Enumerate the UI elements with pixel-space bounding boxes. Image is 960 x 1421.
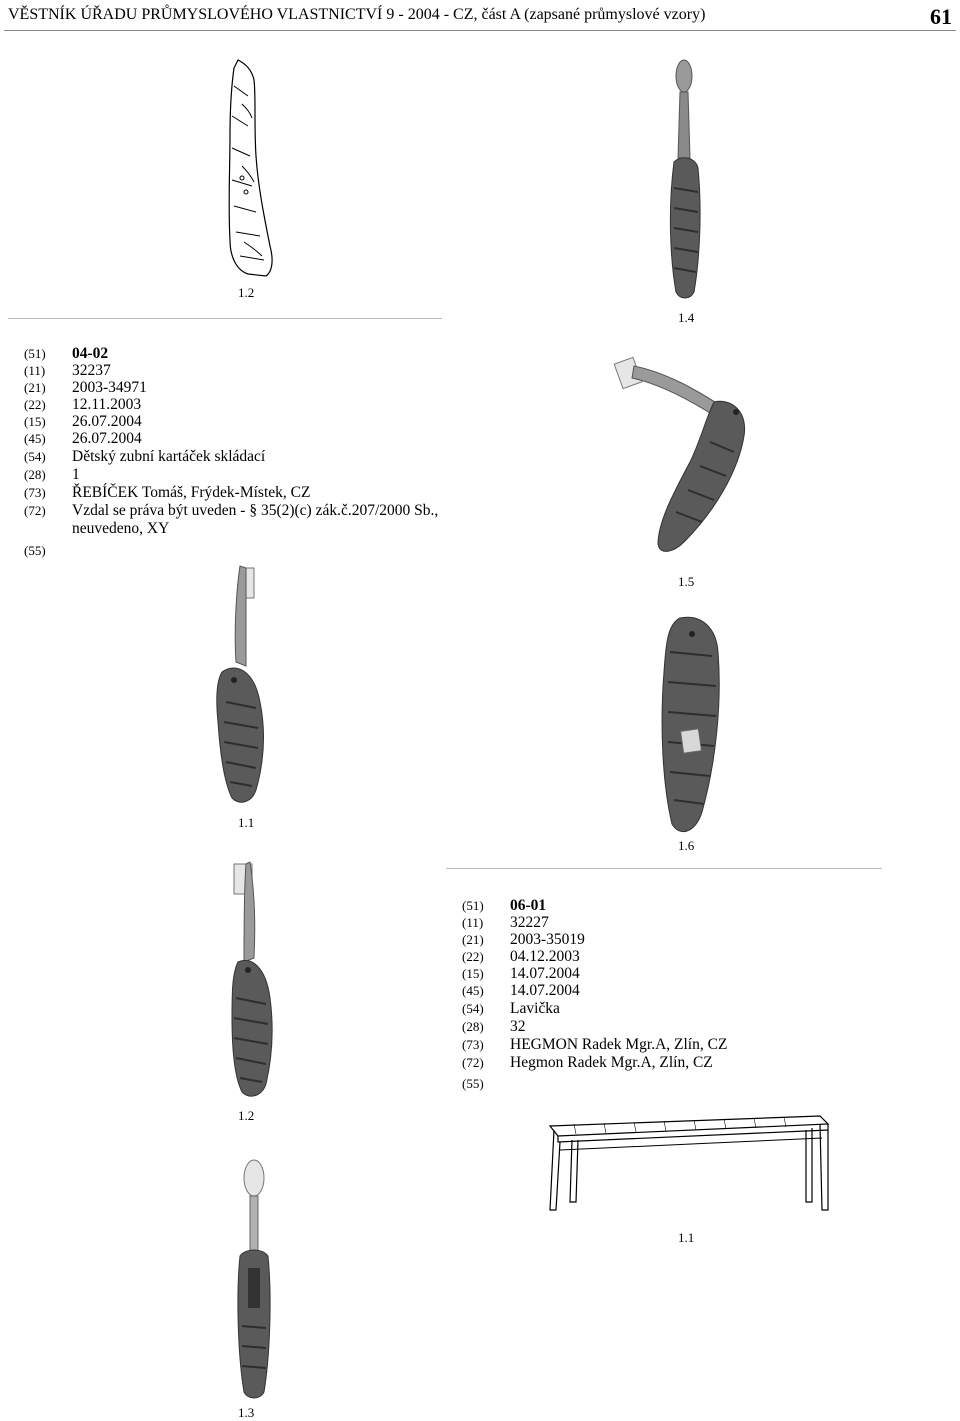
toothbrush-line-drawing bbox=[224, 56, 280, 278]
journal-title: VĚSTNÍK ÚŘADU PRŮMYSLOVÉHO VLASTNICTVÍ 9 - 2004 - CZ, část A (zapsané průmyslové vzory) bbox=[8, 6, 706, 23]
design-title: Lavička bbox=[510, 1000, 560, 1017]
figure-caption: 1.2 bbox=[238, 285, 255, 300]
figure-caption: 1.1 bbox=[238, 815, 255, 830]
design-title: Dětský zubní kartáček skládací bbox=[72, 448, 266, 465]
record-1-fields: (51) 04-02 (11) 32237 (21) 2003-34971 (22) 12.11.2003 (15) 26.07.2004 (45) 26.07.2004 (54) Dětský zubní kartáček skládací (28) 1 (73) ŘEBÍČEK Tomáš, Frýdek-Místek, CZ (72) Vzdal se práva být uveden - § 35(2)(c) zák.č.207/2000 Sb., neuvedeno, XY (55) bbox=[24, 345, 439, 558]
filing-date: 04.12.2003 bbox=[510, 948, 580, 965]
figure-caption: 1.3 bbox=[238, 1405, 255, 1420]
application-number: 2003-35019 bbox=[510, 931, 585, 948]
publication-date: 14.07.2004 bbox=[510, 982, 580, 999]
registration-date: 14.07.2004 bbox=[510, 965, 580, 982]
figure-caption: 1.4 bbox=[678, 310, 695, 325]
section-rule bbox=[8, 318, 442, 319]
page-number: 61 bbox=[930, 4, 952, 29]
section-rule bbox=[446, 868, 882, 869]
filing-date: 12.11.2003 bbox=[72, 396, 142, 413]
toothbrush-photo-angled bbox=[614, 352, 754, 564]
header-rule bbox=[4, 30, 956, 31]
record-2-fields: (51) 06-01 (11) 32227 (21) 2003-35019 (22) 04.12.2003 (15) 14.07.2004 (45) 14.07.2004 (54) Lavička (28) 32 (73) HEGMON Radek Mgr.A, Zlín, CZ (72) Hegmon Radek Mgr.A, Zlín, CZ (55) bbox=[462, 897, 728, 1091]
designer: Hegmon Radek Mgr.A, Zlín, CZ bbox=[510, 1054, 713, 1071]
owner: HEGMON Radek Mgr.A, Zlín, CZ bbox=[510, 1036, 728, 1053]
design-count: 32 bbox=[510, 1018, 526, 1035]
figure-caption: 1.5 bbox=[678, 574, 695, 589]
figure-caption: 1.6 bbox=[678, 838, 695, 853]
toothbrush-photo-open bbox=[206, 562, 276, 812]
toothbrush-photo-closed bbox=[640, 612, 740, 842]
designer: Vzdal se práva být uveden - § 35(2)(c) zák.č.207/2000 Sb., bbox=[72, 502, 439, 519]
registration-number: 32227 bbox=[510, 914, 549, 931]
publication-date: 26.07.2004 bbox=[72, 430, 142, 447]
toothbrush-photo-side bbox=[652, 58, 716, 302]
toothbrush-photo-front bbox=[224, 1156, 284, 1404]
classification: 04-02 bbox=[72, 345, 109, 362]
application-number: 2003-34971 bbox=[72, 379, 147, 396]
registration-date: 26.07.2004 bbox=[72, 413, 142, 430]
owner: ŘEBÍČEK Tomáš, Frýdek-Místek, CZ bbox=[72, 484, 311, 501]
figure-caption: 1.1 bbox=[678, 1230, 695, 1245]
toothbrush-photo-half-open bbox=[214, 858, 284, 1104]
bench-line-drawing bbox=[544, 1110, 834, 1220]
classification: 06-01 bbox=[510, 897, 547, 914]
design-count: 1 bbox=[72, 466, 80, 483]
page-header bbox=[8, 4, 952, 30]
figure-caption: 1.2 bbox=[238, 1108, 255, 1123]
designer-continued: neuvedeno, XY bbox=[72, 520, 170, 537]
registration-number: 32237 bbox=[72, 362, 111, 379]
